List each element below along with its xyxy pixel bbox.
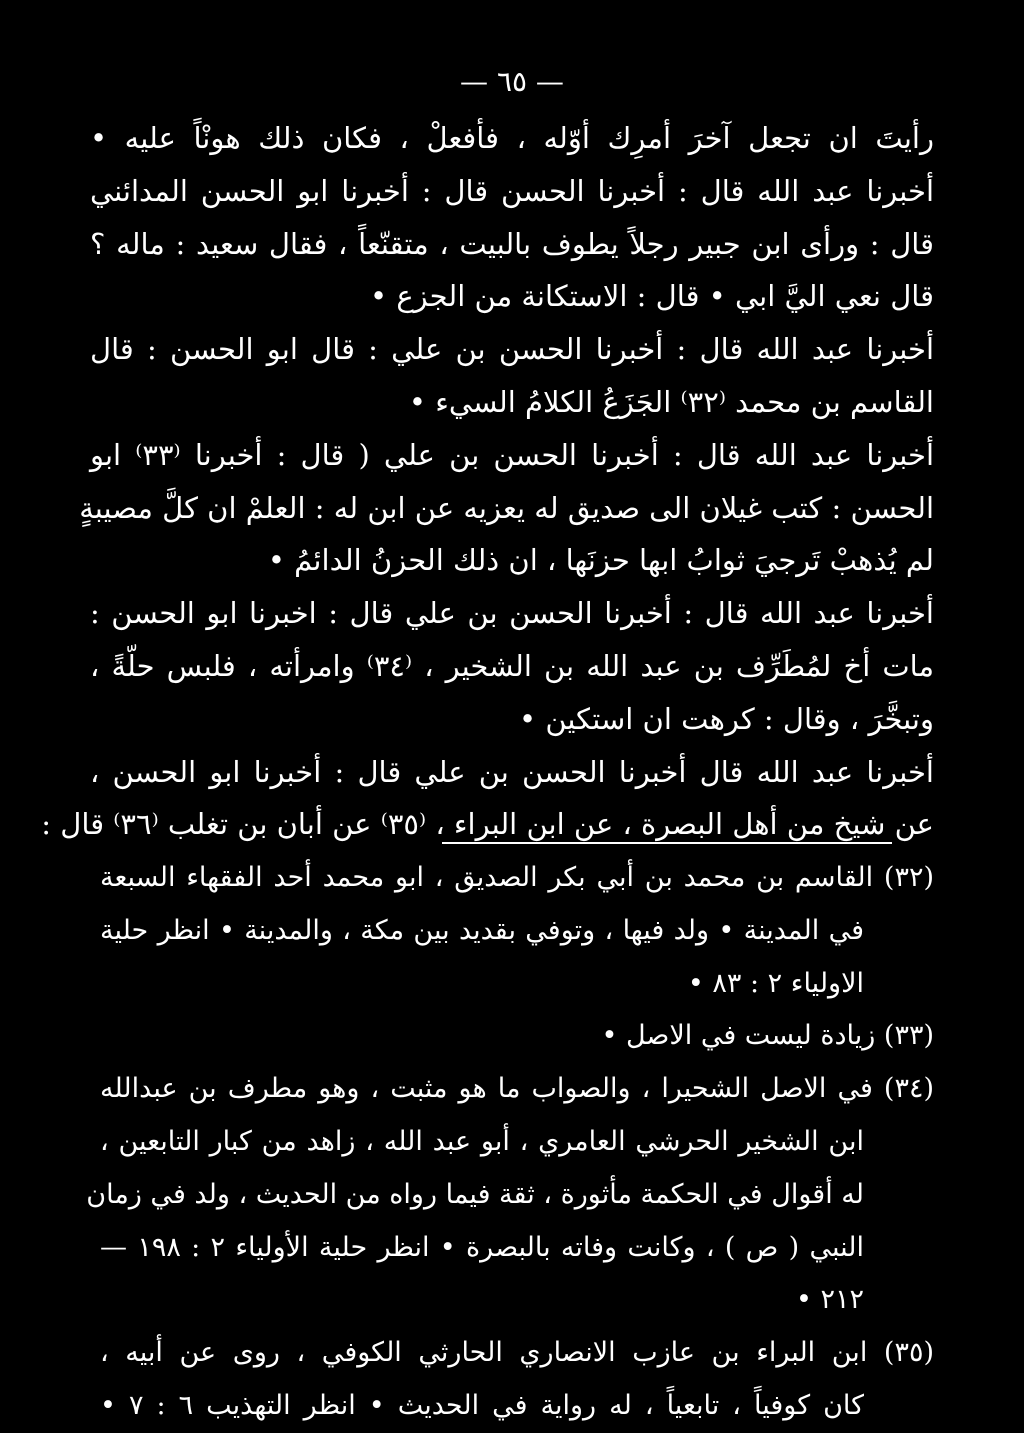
text-line: مات أخ لمُطَرِّف بن عبد الله بن الشخير ، ⁽٣٤⁾ وامرأته ، فلبس حلّةً ، <box>90 648 935 683</box>
text-line: أخبرنا عبد الله قال : أخبرنا الحسن بن علي ( قال : أخبرنا ⁽٣٣⁾ ابو <box>90 437 935 472</box>
footnote-line: كان كوفياً ، تابعياً ، له رواية في الحديث • انظر التهذيب ٦ : ٧ • <box>100 1389 864 1421</box>
text-line: وتبخَّرَ ، وقال : كرهت ان استكين • <box>519 701 934 736</box>
footnote-divider <box>442 842 892 844</box>
footnote-line: (٣٥) ابن البراء بن عازب الانصاري الحارثي الكوفي ، روى عن أبيه ، <box>100 1337 934 1369</box>
footnote-line: الاولياء ٢ : ٨٣ • <box>687 967 864 999</box>
text-line: قال نعي اليَّ ابي • قال : الاستكانة من الجزع • <box>370 279 934 314</box>
footnote-line: (٣٣) زيادة ليست في الاصل • <box>601 1020 934 1052</box>
text-line: رأيتَ ان تجعل آخرَ أمرِك أوّله ، فأفعلْ ، فكان ذلك هونْاً عليه • <box>90 121 934 155</box>
text-line: الحسن : كتب غيلان الى صديق له يعزيه عن ابن له : العلمْ ان كلَّ مصيبةٍ <box>79 490 934 525</box>
text-line: أخبرنا عبد الله قال : أخبرنا الحسن قال : أخبرنا ابو الحسن المدائني <box>90 173 934 208</box>
footnote-line: (٣٢) القاسم بن محمد بن أبي بكر الصديق ، ابو محمد أحد الفقهاء السبعة <box>100 862 934 893</box>
footnote-line: النبي ( ص ) ، وكانت وفاته بالبصرة • انظر حلية الأولياء ٢ : ١٩٨ — <box>100 1231 864 1263</box>
footnote-line: في المدينة • ولد فيها ، وتوفي بقديد بين مكة ، والمدينة • انظر حلية <box>100 914 864 946</box>
text-line: أخبرنا عبد الله قال : أخبرنا الحسن بن علي : قال ابو الحسن : قال <box>90 332 934 367</box>
main-text <box>41 112 935 851</box>
text-line: عن شيخ من أهل البصرة ، عن ابن البراء ، ⁽٣٥⁾ عن أبان بن تغلب ⁽٣٦⁾ قال : <box>41 807 934 842</box>
text-line: أخبرنا عبد الله قال : أخبرنا الحسن بن علي قال : اخبرنا ابو الحسن : <box>90 596 934 631</box>
page-number: — ٦٥ — <box>460 65 564 98</box>
text-line: القاسم بن محمد ⁽٣٢⁾ الجَزَعُ الكلامُ السيء • <box>408 384 934 419</box>
footnote-line: له أقوال في الحكمة مأثورة ، ثقة فيما رواه من الحديث ، ولد في زمان <box>86 1178 864 1210</box>
footnotes <box>86 852 934 1433</box>
text-line: أخبرنا عبد الله قال أخبرنا الحسن بن علي قال : أخبرنا ابو الحسن ، <box>90 754 934 789</box>
text-line: قال : ورأى ابن جبير رجلاً يطوف بالبيت ، متقنّعاً ، فقال سعيد : ماله ؟ <box>90 226 934 261</box>
footnote-line: (٣٤) في الاصل الشحيرا ، والصواب ما هو مثبت ، وهو مطرف بن عبدالله <box>100 1073 934 1105</box>
footnote-line: ٢١٢ • <box>795 1284 864 1316</box>
text-line: لم يُذهبْ تَرجيَ ثوابُ ابها حزنَها ، ان ذلك الحزنُ الدائمُ • <box>267 543 934 578</box>
footnote-line: ابن الشخير الحرشي العامري ، أبو عبد الله ، زاهد من كبار التابعين ، <box>100 1125 864 1157</box>
